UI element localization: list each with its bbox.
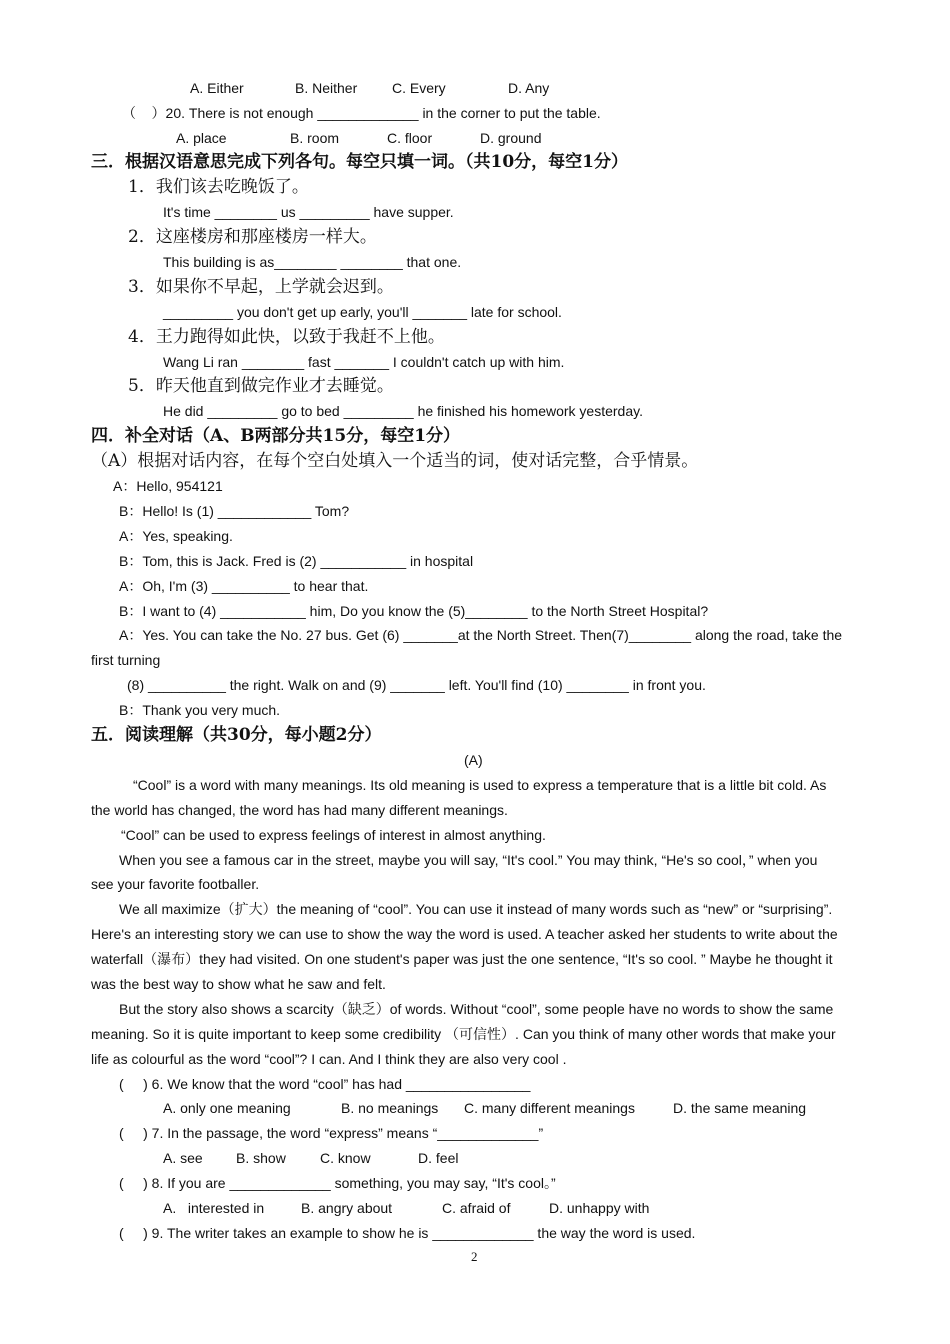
dialogue-line: B：I want to (4) ___________ him, Do you know the (5)________ to the North Street Hospital? (119, 603, 709, 619)
q19-option-d: D. Any (508, 80, 550, 96)
q20-option-d: D. ground (480, 130, 542, 146)
q7-option-a: A. see (163, 1150, 203, 1166)
question-20: （ ）20. There is not enough _____________ in the corner to put the table. (122, 105, 601, 121)
dialogue-line: B：Thank you very much. (119, 702, 281, 718)
passage-line: meaning. So it is quite important to keep some credibility （可信性）. Can you think of many other words that make your (91, 1026, 836, 1042)
dialogue-line: (8) __________ the right. Walk on and (9) _______ left. You'll find (10) ________ in front you. (127, 677, 706, 693)
s3-item-3-en: _________ you don't get up early, you'll _______ late for school. (163, 304, 562, 320)
q8-option-b: B. angry about (301, 1200, 393, 1216)
question-7: ( ) 7. In the passage, the word “express” means “_____________” (119, 1125, 544, 1141)
s3-item-4-cn: 4．王力跑得如此快，以致于我赶不上他。 (128, 327, 445, 347)
question-6: ( ) 6. We know that the word “cool” has had ________________ (119, 1076, 531, 1092)
s3-item-5-cn: 5．昨天他直到做完作业才去睡觉。 (128, 376, 394, 396)
q6-option-c: C. many different meanings (464, 1100, 635, 1116)
q8-option-d: D. unhappy with (549, 1200, 650, 1216)
passage-line: the world has changed, the word has had many different meanings. (91, 802, 508, 818)
passage-line: see your favorite footballer. (91, 876, 260, 892)
q6-option-b: B. no meanings (341, 1100, 439, 1116)
q8-option-a: A. interested in (163, 1200, 265, 1216)
passage-line: waterfall（瀑布）they had visited. On one student's paper was just the one sentence, “It's so cool. ” Maybe he thought it (91, 951, 833, 967)
passage-line: was the best way to show what he saw and felt. (91, 976, 386, 992)
q20-option-c: C. floor (387, 130, 433, 146)
s3-item-3-cn: 3．如果你不早起，上学就会迟到。 (128, 277, 394, 297)
s3-item-1-en: It's time ________ us _________ have supper. (163, 204, 454, 220)
passage-line: “Cool” is a word with many meanings. Its old meaning is used to express a temperature that is a little bit cold. As (133, 777, 827, 793)
q6-option-d: D. the same meaning (673, 1100, 807, 1116)
q6-option-a: A. only one meaning (163, 1100, 291, 1116)
dialogue-line: B：Tom, this is Jack. Fred is (2) ___________ in hospital (119, 553, 474, 569)
section-3-heading: 三．根据汉语意思完成下列各句。每空只填一词。（共10分，每空1分） (91, 152, 628, 172)
s3-item-1-cn: 1．我们该去吃晚饭了。 (128, 177, 309, 197)
dialogue-line: first turning (91, 652, 161, 668)
section-4-instruction: （A）根据对话内容，在每个空白处填入一个适当的词，使对话完整，合乎情景。 (91, 451, 699, 471)
q20-option-a: A. place (176, 130, 227, 146)
passage-line: We all maximize（扩大）the meaning of “cool”. You can use it instead of many words such as “new” or “surprising”. (119, 901, 833, 917)
dialogue-line: A：Oh, I'm (3) __________ to hear that. (119, 578, 369, 594)
passage-line: “Cool” can be used to express feelings of interest in almost anything. (121, 827, 546, 843)
passage-line: When you see a famous car in the street, maybe you will say, “It's cool.” You may think, “He's so cool，” when you (119, 852, 818, 868)
q7-option-c: C. know (320, 1150, 371, 1166)
passage-line: But the story also shows a scarcity（缺乏）of words. Without “cool”, some people have no words to show the same (119, 1001, 834, 1017)
q7-option-b: B. show (236, 1150, 286, 1166)
dialogue-line: A：Yes. You can take the No. 27 bus. Get (6) _______at the North Street. Then(7)________ along the road, take the (119, 627, 843, 643)
s3-item-2-en: This building is as________ ________ that one. (163, 254, 462, 270)
question-9: ( ) 9. The writer takes an example to show he is _____________ the way the word is used. (119, 1225, 696, 1241)
passage-line: life as colourful as the word “cool”? I can. And I think they are also very cool . (91, 1051, 567, 1067)
passage-label: (A) (464, 752, 483, 768)
section-5-heading: 五．阅读理解（共30分，每小题2分） (91, 725, 382, 745)
s3-item-4-en: Wang Li ran ________ fast _______ I couldn't catch up with him. (163, 354, 565, 370)
q19-option-c: C. Every (392, 80, 446, 96)
s3-item-2-cn: 2．这座楼房和那座楼房一样大。 (128, 227, 377, 247)
s3-item-5-en: He did _________ go to bed _________ he finished his homework yesterday. (163, 403, 643, 419)
dialogue-line: A：Hello, 954121 (113, 478, 223, 494)
q19-option-b: B. Neither (295, 80, 358, 96)
q20-option-b: B. room (290, 130, 340, 146)
question-8: ( ) 8. If you are _____________ something, you may say, “It's cool。” (119, 1175, 556, 1191)
q19-option-a: A. Either (190, 80, 244, 96)
dialogue-line: B：Hello! Is (1) ____________ Tom? (119, 503, 350, 519)
page-number: 2 (471, 1249, 478, 1264)
q8-option-c: C. afraid of (442, 1200, 511, 1216)
passage-line: Here's an interesting story we can use to show the way the word is used. A teacher asked her students to write about the (91, 926, 838, 942)
q7-option-d: D. feel (418, 1150, 459, 1166)
dialogue-line: A：Yes, speaking. (119, 528, 233, 544)
section-4-heading: 四．补全对话（A、B两部分共15分，每空1分） (91, 426, 461, 446)
